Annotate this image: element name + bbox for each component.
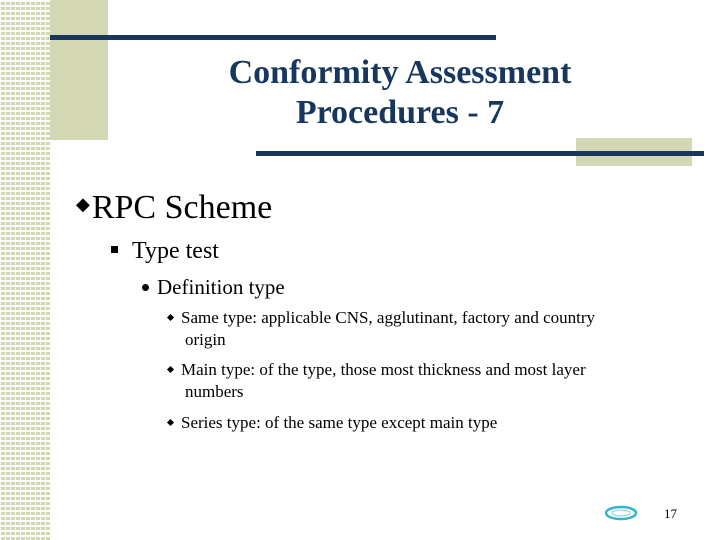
- list-item-continuation: origin: [185, 330, 226, 349]
- list-item: [168, 307, 688, 351]
- page-number: 17: [664, 506, 677, 521]
- bullet-level-3: [142, 274, 285, 300]
- bullet-level-2: [111, 237, 219, 265]
- title-bottom-rule: [256, 151, 704, 156]
- slide-title: [150, 53, 650, 133]
- bullet-level-2-text: Type test: [132, 238, 219, 264]
- logo-icon: [604, 505, 638, 521]
- diamond-bullet-icon: ◆: [76, 194, 90, 214]
- bullet-level-3-text: Definition type: [157, 275, 285, 299]
- title-top-rule: [50, 35, 496, 40]
- left-stripe-decoration: [0, 0, 50, 540]
- list-item-text: Series type: of the same type except main type: [181, 413, 498, 432]
- list-item: [168, 412, 688, 434]
- title-line-2: Procedures - 7: [295, 94, 505, 131]
- square-bullet-icon: [111, 246, 118, 253]
- list-item-text: Main type: of the type, those most thickness and most layer: [181, 360, 586, 379]
- list-item-text: Same type: applicable CNS, agglutinant, factory and country: [181, 308, 596, 327]
- list-item: [168, 359, 688, 403]
- diamond-bullet-icon: [167, 419, 174, 426]
- diamond-bullet-icon: [167, 314, 174, 321]
- bullet-level-1-text: RPC Scheme: [91, 189, 273, 226]
- title-line-1: Conformity Assessment: [228, 54, 572, 91]
- top-olive-block: [50, 0, 108, 140]
- list-item-continuation: numbers: [185, 382, 244, 401]
- bullet-level-1: [76, 183, 272, 229]
- diamond-bullet-icon: [167, 366, 174, 373]
- circle-bullet-icon: [142, 284, 149, 291]
